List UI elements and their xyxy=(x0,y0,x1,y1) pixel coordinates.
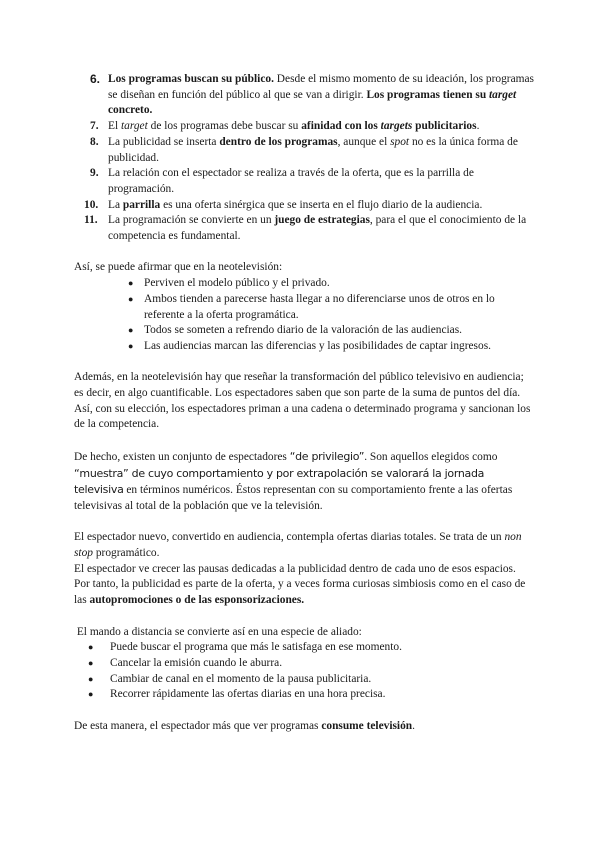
bullet-item: ● Cancelar la emisión cuando le aburra. xyxy=(74,656,534,672)
item-text: La publicidad se inserta dentro de los programas, aunque el spot no es la única forma de publicidad. xyxy=(108,135,518,164)
item-text: La programación se convierte en un juego de estrategias, para el que el conocimiento de la competencia es fundamental. xyxy=(108,214,527,243)
bullet-icon: ● xyxy=(88,673,94,684)
bullet-icon: ● xyxy=(128,325,134,336)
bullet-item: ● Todos se someten a refrendo diario de la valoración de las audiencias. xyxy=(74,323,534,339)
list-item xyxy=(74,213,534,244)
numbered-list xyxy=(74,72,534,245)
bullet-icon: ● xyxy=(128,340,134,351)
bullet-item: ● Recorrer rápidamente las ofertas diarias en una hora precisa. xyxy=(74,687,534,703)
list-item xyxy=(74,135,534,166)
bullet-icon: ● xyxy=(88,642,94,653)
nuevo-paragraph: El espectador nuevo, convertido en audiencia, contempla ofertas diarias totales. Se trata de un non stop programático. xyxy=(74,531,522,560)
list-item xyxy=(74,198,534,214)
bullet-icon: ● xyxy=(88,657,94,668)
pausas-paragraph: El espectador ve crecer las pausas dedicadas a la publicidad dentro de cada uno de esos espacios. Por tanto, la publicidad es parte de la oferta, y a veces forma curiosas simbiosis como en el caso de las autopromociones o de las esponsorizaciones. xyxy=(74,562,526,607)
bullet-item: ● Las audiencias marcan las diferencias y las posibilidades de captar ingresos. xyxy=(74,339,534,355)
bullet-item: ● Perviven el modelo público y el privado. xyxy=(74,276,534,292)
item-text: La parrilla es una oferta sinérgica que se inserta en el flujo diario de la audiencia. xyxy=(108,198,483,211)
bullet-item: ● Cambiar de canal en el momento de la pausa publicitaria. xyxy=(74,672,534,688)
intro-mando-paragraph: El mando a distancia se convierte así en una especie de aliado: xyxy=(74,625,362,638)
ademas-paragraph: Además, en la neotelevisión hay que reseñar la transformación del público televisivo en audiencia; es decir, en algo cuantificable. Los espectadores saben que son parte de la suma de puntos del día. Así, con su elección, los espectadores priman a una cadena o determinado programa y sancionan los de la competencia. xyxy=(74,371,531,431)
list-item xyxy=(74,119,534,135)
mando-bullet-list xyxy=(74,640,534,703)
item-number: 11. xyxy=(84,214,98,227)
bullet-icon: ● xyxy=(88,689,94,700)
neotv-bullet-list xyxy=(74,276,534,355)
item-number: 10. xyxy=(84,198,99,211)
bullet-icon: ● xyxy=(128,278,134,289)
final-paragraph: De esta manera, el espectador más que ver programas consume televisión. xyxy=(74,719,415,732)
item-number: 8. xyxy=(90,135,99,148)
bullet-icon: ● xyxy=(128,293,134,304)
intro-neotv-paragraph: Así, se puede afirmar que en la neotelevisión: xyxy=(74,261,283,274)
hecho-paragraph: De hecho, existen un conjunto de espectadores “de privilegio”. Son aquellos elegidos como “muestra” de cuyo comportamiento y por extrapolación se valorará la jornada televisiva en términos numéricos. Éstos representan con su comportamiento frente a las ofertas televisivas al total de la población que ve la televisión. xyxy=(74,449,513,512)
bullet-item: ● Ambos tienden a parecerse hasta llegar a no diferenciarse unos de otros en lo referente a la oferta programática. xyxy=(128,292,495,321)
item-text: Los programas buscan su público. Desde el mismo momento de su ideación, los programas se diseñan en función del público al que se van a dirigir. Los programas tienen su target concreto. xyxy=(108,73,534,117)
list-item xyxy=(74,166,534,197)
item-number: 7. xyxy=(90,120,99,133)
list-item xyxy=(74,72,534,119)
item-text: La relación con el espectador se realiza a través de la oferta, que es la parrilla de programación. xyxy=(108,167,474,195)
item-number: 6. xyxy=(90,72,101,86)
item-text: El target de los programas debe buscar su afinidad con los targets publicitarios. xyxy=(108,120,480,133)
item-number: 9. xyxy=(90,167,99,180)
bullet-item: ● Puede buscar el programa que más le satisfaga en ese momento. xyxy=(74,640,534,656)
